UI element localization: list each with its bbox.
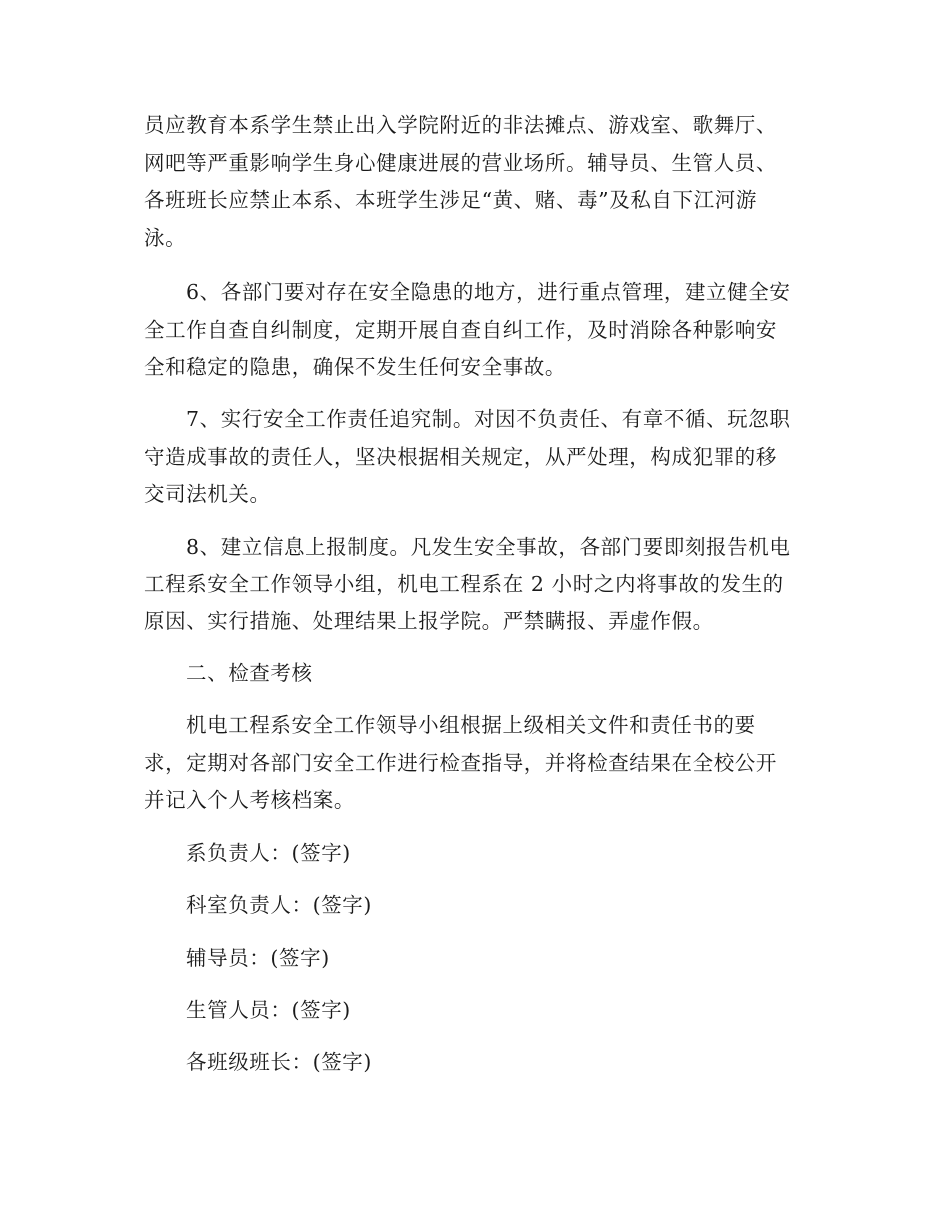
text-line: 8、建立信息上报制度。凡发生安全事故，各部门要即刻报告机电	[186, 535, 791, 559]
text-line: 全和稳定的隐患，确保不发生任何安全事故。	[144, 355, 566, 379]
text-line: 求，定期对各部门安全工作进行检查指导，并将检查结果在全校公开	[144, 751, 777, 775]
text-line: 7、实行安全工作责任追究制。对因不负责任、有章不循、玩忽职	[186, 407, 791, 431]
text-line: 原因、实行措施、处理结果上报学院。严禁瞒报、弄虚作假。	[144, 609, 714, 633]
signature-line: 科室负责人：(签字)	[186, 893, 372, 917]
text-line: 泳。	[144, 226, 187, 250]
text-line: 各班班长应禁止本系、本班学生涉足“黄、赌、毒”及私自下江河游	[144, 188, 757, 212]
signature-line: 辅导员：(签字)	[186, 946, 330, 970]
text-line: 工程系安全工作领导小组，机电工程系在 2 小时之内将事故的发生的	[144, 572, 784, 596]
text-line: 机电工程系安全工作领导小组根据上级相关文件和责任书的要	[186, 713, 756, 737]
text-line: 全工作自查自纠制度，定期开展自查自纠工作，及时消除各种影响安	[144, 318, 777, 342]
signature-line: 生管人员：(签字)	[186, 998, 351, 1022]
signature-line: 系负责人：(签字)	[186, 841, 351, 865]
signature-line: 各班级班长：(签字)	[186, 1050, 372, 1074]
text-line: 守造成事故的责任人，坚决根据相关规定，从严处理，构成犯罪的移	[144, 445, 777, 469]
text-line: 交司法机关。	[144, 482, 271, 506]
text-line: 并记入个人考核档案。	[144, 788, 355, 812]
text-line: 网吧等严重影响学生身心健康进展的营业场所。辅导员、生管人员、	[144, 151, 777, 175]
text-line: 员应教育本系学生禁止出入学院附近的非法摊点、游戏室、歌舞厅、	[144, 113, 777, 137]
text-line: 6、各部门要对存在安全隐患的地方，进行重点管理，建立健全安	[186, 280, 791, 304]
section-heading: 二、检查考核	[186, 661, 313, 685]
